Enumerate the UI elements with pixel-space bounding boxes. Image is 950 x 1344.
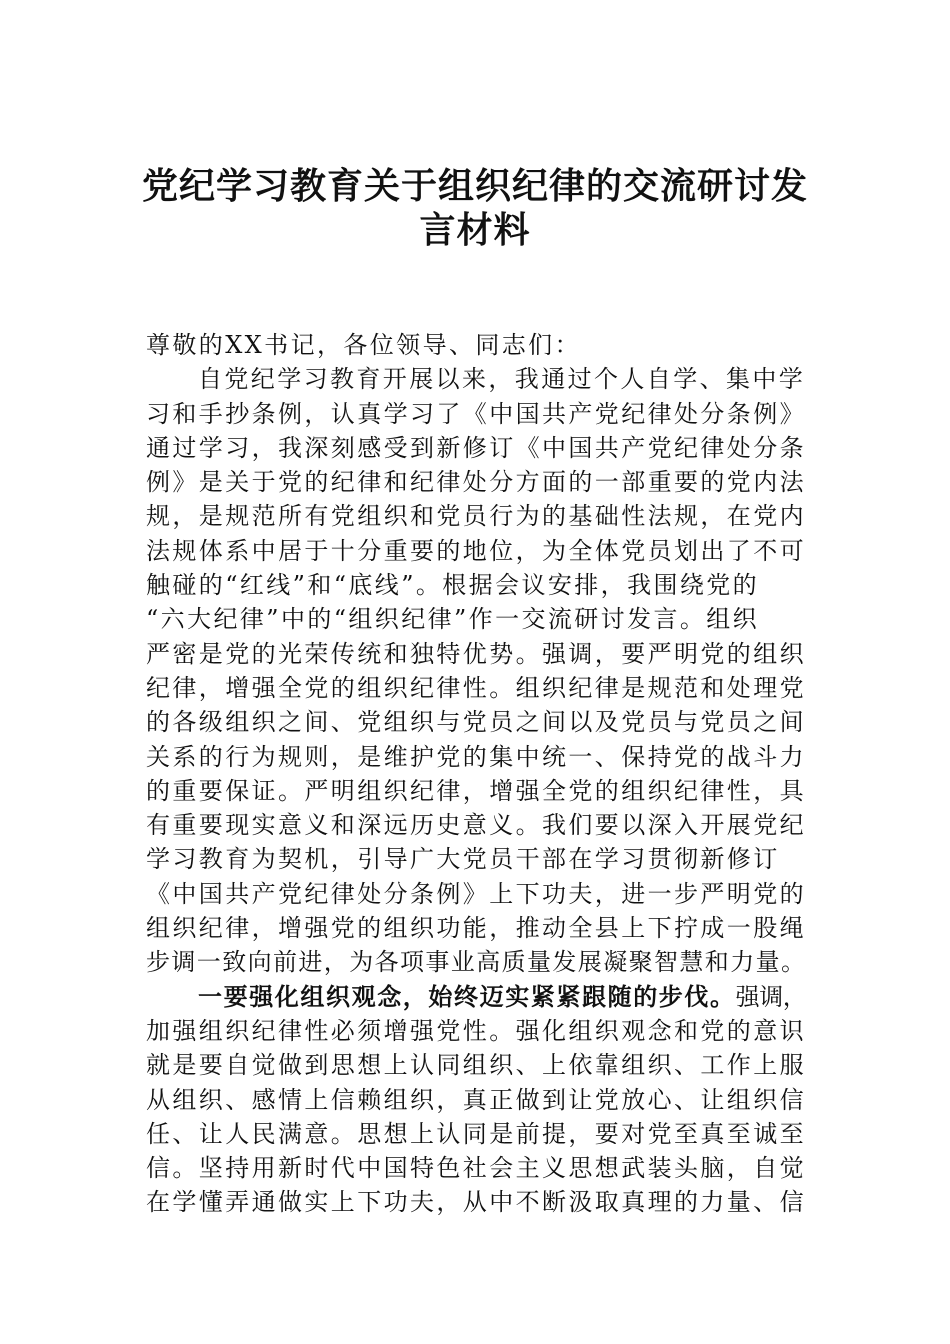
section-heading: 一要强化组织观念，始终迈实紧紧跟随的步伐。 [198, 981, 736, 1011]
paragraph-line: 加强组织纪律性必须增强党性。强化组织观念和党的意识 [146, 1016, 806, 1045]
paragraph-line: 步调一致向前进，为各项事业高质量发展凝聚智慧和力量。 [146, 948, 807, 977]
paragraph-line: 纪律，增强全党的组织纪律性。组织纪律是规范和处理党 [146, 673, 806, 702]
paragraph-line: 的各级组织之间、党组织与党员之间以及党员与党员之间 [146, 708, 806, 737]
paragraph-line: 任、让人民满意。思想上认同是前提，要对党至真至诚至 [146, 1119, 806, 1148]
paragraph-line: 法规体系中居于十分重要的地位，为全体党员划出了不可 [146, 536, 806, 565]
paragraph-line: 有重要现实意义和深远历史意义。我们要以深入开展党纪 [146, 811, 806, 840]
paragraph-line: 通过学习，我深刻感受到新修订《中国共产党纪律处分条 [146, 433, 806, 462]
paragraph-line: 《中国共产党纪律处分条例》上下功夫，进一步严明党的 [146, 879, 806, 908]
paragraph-line: 从组织、感情上信赖组织，真正做到让党放心、让组织信 [146, 1085, 806, 1114]
title-line-1: 党纪学习教育关于组织纪律的交流研讨发 [141, 165, 808, 207]
title-line-2: 言材料 [419, 209, 531, 251]
salutation: 尊敬的XX书记，各位领导、同志们： [146, 331, 581, 359]
paragraph-line: 信。坚持用新时代中国特色社会主义思想武装头脑，自觉 [146, 1154, 806, 1183]
paragraph-line: 规，是规范所有党组织和党员行为的基础性法规，在党内 [146, 502, 806, 531]
paragraph-line: 习和手抄条例，认真学习了《中国共产党纪律处分条例》 [146, 399, 806, 428]
paragraph-line: 组织纪律，增强党的组织功能，推动全县上下拧成一股绳 [146, 914, 806, 943]
paragraph-line: 就是要自觉做到思想上认同组织、上依靠组织、工作上服 [146, 1051, 806, 1080]
paragraph-line [146, 980, 806, 1014]
paragraph-line: 在学懂弄通做实上下功夫，从中不断汲取真理的力量、信 [146, 1188, 806, 1217]
paragraph-line: 严密是党的光荣传统和独特优势。强调，要严明党的组织 [146, 639, 806, 668]
paragraph-line: 的重要保证。严明组织纪律，增强全党的组织纪律性，具 [146, 776, 806, 805]
paragraph-line: 例》是关于党的纪律和纪律处分方面的一部重要的党内法 [146, 468, 806, 497]
paragraph-line: 自党纪学习教育开展以来，我通过个人自学、集中学 [198, 365, 806, 394]
document-body [146, 328, 806, 1220]
paragraph-line: 关系的行为规则，是维护党的集中统一、保持党的战斗力 [146, 742, 806, 771]
paragraph-line: 触碰的“红线”和“底线”。根据会议安排，我围绕党的 [146, 571, 760, 600]
paragraph-line: “六大纪律”中的“组织纪律”作一交流研讨发言。组织 [146, 605, 760, 634]
paragraph-line: 学习教育为契机，引导广大党员干部在学习贯彻新修订 [146, 845, 780, 874]
paragraph-text: 强调， [735, 982, 807, 1011]
